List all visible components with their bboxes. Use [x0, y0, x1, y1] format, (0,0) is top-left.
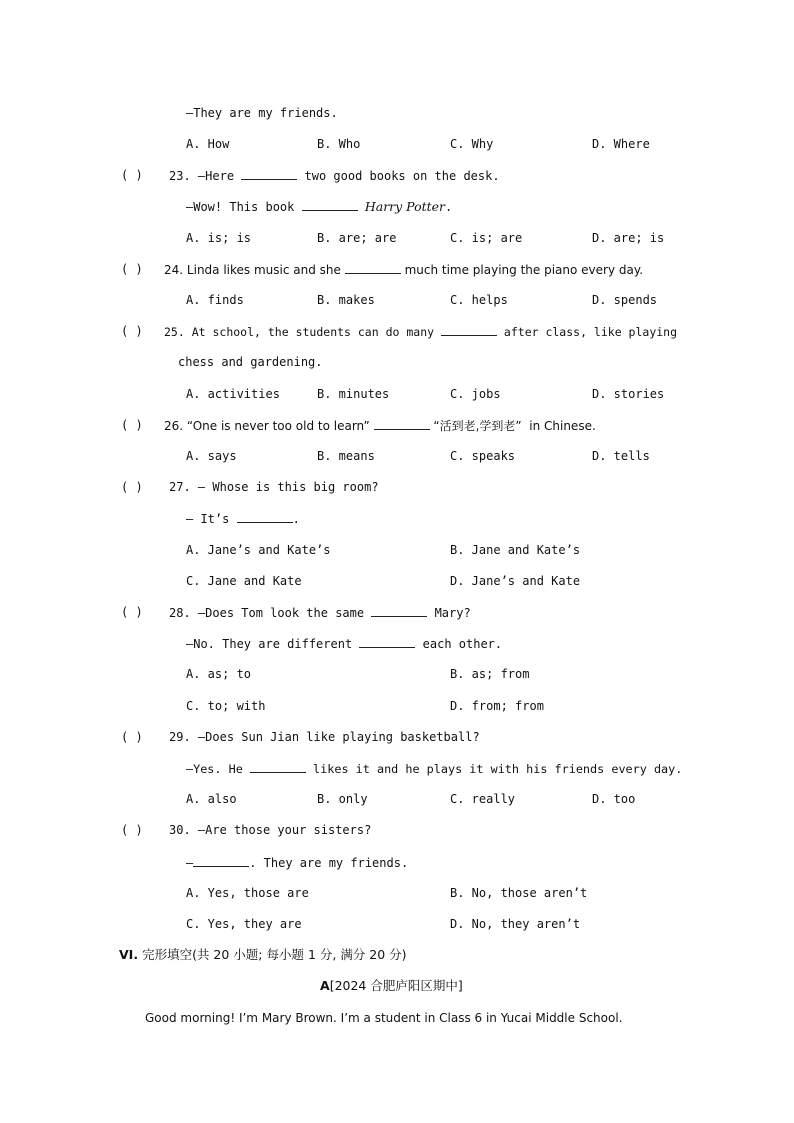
q23-option-a: A. is; is: [186, 231, 252, 245]
q29-line2-a: —Yes. He: [186, 762, 243, 776]
q24-option-a: A. finds: [186, 293, 244, 307]
q27-option-b: B. Jane and Kate’s: [450, 543, 581, 557]
q22-option-b: B. Who: [317, 137, 361, 151]
q22-option-c: C. Why: [450, 137, 494, 151]
q30-option-d: D. No, they aren’t: [450, 917, 581, 931]
q29-number: 29.: [169, 730, 191, 744]
q28-answer-paren[interactable]: ( ): [121, 605, 143, 619]
q29-blank: [250, 760, 306, 773]
passage-source: [2024 合肥庐阳区期中]: [329, 978, 463, 993]
q26-blank: [374, 417, 430, 430]
q27-stem-text: — Whose is this big room?: [197, 480, 379, 494]
q28-blank-2: [359, 635, 415, 648]
q26-answer-paren[interactable]: ( ): [121, 418, 143, 432]
q27-line2-a: — It’s: [186, 512, 230, 526]
q28-line2: [186, 635, 502, 652]
q26-stem-b: “活到老,学到老” in Chinese.: [433, 419, 596, 433]
q24-answer-paren[interactable]: ( ): [121, 262, 143, 276]
section-number: VI.: [119, 947, 139, 962]
q29-option-c: C. really: [450, 792, 516, 806]
passage-first-line: Good morning! I’m Mary Brown. I’m a student in Class 6 in Yucai Middle School.: [145, 1011, 623, 1025]
q27-line2-end: .: [292, 512, 300, 526]
q29-option-a: A. also: [186, 792, 237, 806]
q24-stem: [164, 261, 643, 278]
q29-stem: [169, 729, 480, 745]
q26-number: 26.: [164, 419, 184, 433]
q23-answer-paren[interactable]: ( ): [121, 168, 143, 182]
q29-answer-paren[interactable]: ( ): [121, 730, 143, 744]
q28-stem: [169, 604, 471, 621]
q25-option-b: B. minutes: [317, 387, 390, 401]
passage-label: [320, 978, 463, 994]
q26-option-a: A. says: [186, 449, 237, 463]
q25-blank: [441, 323, 497, 336]
q28-number: 28.: [169, 606, 191, 620]
q29-option-b: B. only: [317, 792, 368, 806]
q30-line2: [186, 854, 408, 871]
q24-option-c: C. helps: [450, 293, 508, 307]
q23-option-d: D. are; is: [592, 231, 665, 245]
q25-stem-a: At school, the students can do many: [191, 325, 435, 339]
q30-line2-b: . They are my friends.: [249, 856, 409, 870]
q24-number: 24.: [164, 263, 184, 277]
q24-stem-a: Linda likes music and she: [186, 263, 341, 277]
q27-answer-paren[interactable]: ( ): [121, 480, 143, 494]
q28-option-d: D. from; from: [450, 699, 544, 713]
q23-stem: [169, 167, 500, 184]
q24-option-b: B. makes: [317, 293, 375, 307]
q23-stem-b: two good books on the desk.: [304, 169, 500, 183]
q24-option-d: D. spends: [592, 293, 658, 307]
q30-option-c: C. Yes, they are: [186, 917, 302, 931]
q29-option-d: D. too: [592, 792, 636, 806]
q27-option-d: D. Jane’s and Kate: [450, 574, 581, 588]
q27-stem: [169, 479, 379, 495]
q28-stem-a: —Does Tom look the same: [197, 606, 365, 620]
q27-option-c: C. Jane and Kate: [186, 574, 302, 588]
q30-blank: [193, 854, 249, 867]
q28-line2-a: —No. They are different: [186, 637, 353, 651]
q26-stem: [164, 417, 596, 434]
q25-option-c: C. jobs: [450, 387, 501, 401]
q23-line2: [186, 198, 452, 215]
q27-number: 27.: [169, 480, 191, 494]
q23-line2-a: —Wow! This book: [186, 200, 295, 214]
q22-option-a: A. How: [186, 137, 230, 151]
q30-line2-a: —: [186, 856, 194, 870]
q25-stem-b: after class, like playing: [503, 325, 678, 339]
q29-line2: [186, 760, 682, 777]
q25-stem: [164, 323, 677, 340]
q27-option-a: A. Jane’s and Kate’s: [186, 543, 331, 557]
q25-number: 25.: [164, 325, 185, 339]
q26-option-d: D. tells: [592, 449, 650, 463]
q23-number: 23.: [169, 169, 191, 183]
q27-blank: [237, 510, 293, 523]
passage-letter: A: [320, 978, 330, 993]
q23-stem-a: —Here: [197, 169, 235, 183]
q23-option-c: C. is; are: [450, 231, 523, 245]
q23-blank-2: [302, 198, 358, 211]
q30-number: 30.: [169, 823, 191, 837]
q24-stem-b: much time playing the piano every day.: [404, 263, 644, 277]
q30-stem: [169, 822, 371, 838]
q30-answer-paren[interactable]: ( ): [121, 823, 143, 837]
q25-answer-paren[interactable]: ( ): [121, 324, 143, 338]
q26-option-c: C. speaks: [450, 449, 516, 463]
q22-answer-line: —They are my friends.: [186, 106, 338, 120]
q22-option-d: D. Where: [592, 137, 650, 151]
q28-option-b: B. as; from: [450, 667, 530, 681]
q29-line2-b: likes it and he plays it with his friends every day.: [313, 762, 683, 776]
q28-option-a: A. as; to: [186, 667, 252, 681]
q23-book-title: Harry Potter: [364, 199, 446, 214]
q24-blank: [345, 261, 401, 274]
q30-option-b: B. No, those aren’t: [450, 886, 588, 900]
q25-option-d: D. stories: [592, 387, 665, 401]
q28-line2-b: each other.: [422, 637, 503, 651]
q29-stem-text: —Does Sun Jian like playing basketball?: [197, 730, 480, 744]
q26-option-b: B. means: [317, 449, 375, 463]
q28-option-c: C. to; with: [186, 699, 266, 713]
q25-option-a: A. activities: [186, 387, 280, 401]
section-heading: [119, 947, 407, 963]
q27-line2: [186, 510, 300, 527]
q26-stem-a: “One is never too old to learn”: [186, 419, 370, 433]
q30-option-a: A. Yes, those are: [186, 886, 309, 900]
section-title: 完形填空(共 20 小题; 每小题 1 分, 满分 20 分): [142, 947, 407, 962]
q30-stem-text: —Are those your sisters?: [197, 823, 372, 837]
q25-stem-continued: chess and gardening.: [178, 355, 323, 369]
q23-blank-1: [241, 167, 297, 180]
q23-option-b: B. are; are: [317, 231, 397, 245]
q23-line2-end: .: [445, 200, 453, 214]
q28-blank-1: [371, 604, 427, 617]
q28-stem-b: Mary?: [434, 606, 471, 620]
